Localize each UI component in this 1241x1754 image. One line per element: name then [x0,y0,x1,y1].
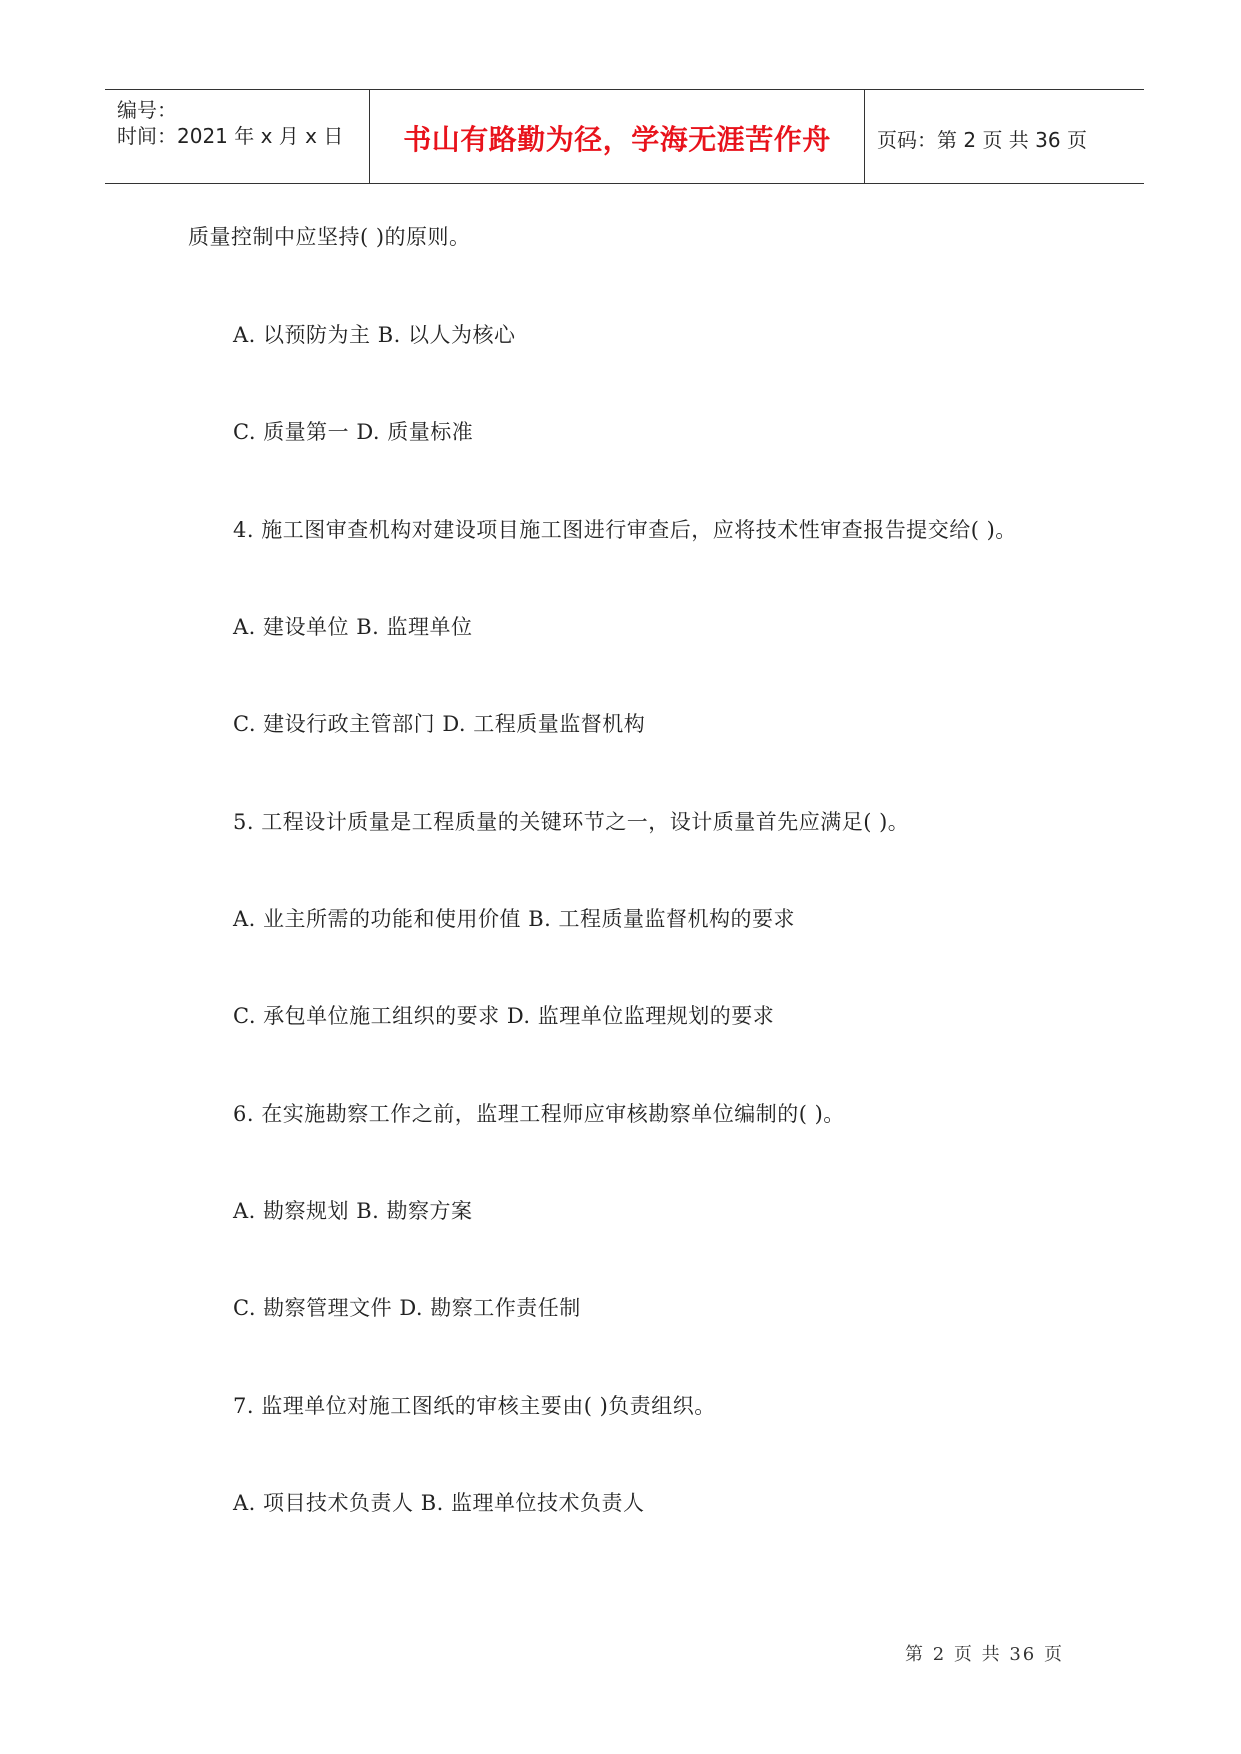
option-line: A. 勘察规划 B. 勘察方案 [233,1199,473,1223]
option-line: C. 承包单位施工组织的要求 D. 监理单位监理规划的要求 [233,1004,775,1028]
option-line: A. 项目技术负责人 B. 监理单位技术负责人 [233,1491,645,1515]
header-meta-cell [105,90,370,183]
question-line: 6. 在实施勘察工作之前，监理工程师应审核勘察单位编制的( )。 [233,1102,845,1126]
document-number-label: 编号： [117,98,177,122]
option-line: A. 业主所需的功能和使用价值 B. 工程质量监督机构的要求 [233,907,795,931]
header-page-cell [865,90,1144,183]
question-intro-line: 质量控制中应坚持( )的原则。 [188,225,471,249]
document-header [105,89,1144,184]
option-line: A. 建设单位 B. 监理单位 [233,615,473,639]
header-page-code: 页码：第 2 页 共 36 页 [877,128,1087,152]
option-line: C. 建设行政主管部门 D. 工程质量监督机构 [233,712,646,736]
question-line: 4. 施工图审查机构对建设项目施工图进行审查后，应将技术性审查报告提交给( )。 [233,518,1017,542]
question-line: 5. 工程设计质量是工程质量的关键环节之一，设计质量首先应满足( )。 [233,810,910,834]
option-line: C. 勘察管理文件 D. 勘察工作责任制 [233,1296,581,1320]
header-motto: 书山有路勤为径，学海无涯苦作舟 [403,123,831,156]
header-motto-cell [370,90,865,183]
document-time-label: 时间：2021 年 x 月 x 日 [117,124,344,148]
option-line: A. 以预防为主 B. 以人为核心 [233,323,516,347]
option-line: C. 质量第一 D. 质量标准 [233,420,474,444]
page-footer: 第 2 页 共 36 页 [905,1644,1064,1665]
question-line: 7. 监理单位对施工图纸的审核主要由( )负责组织。 [233,1394,716,1418]
